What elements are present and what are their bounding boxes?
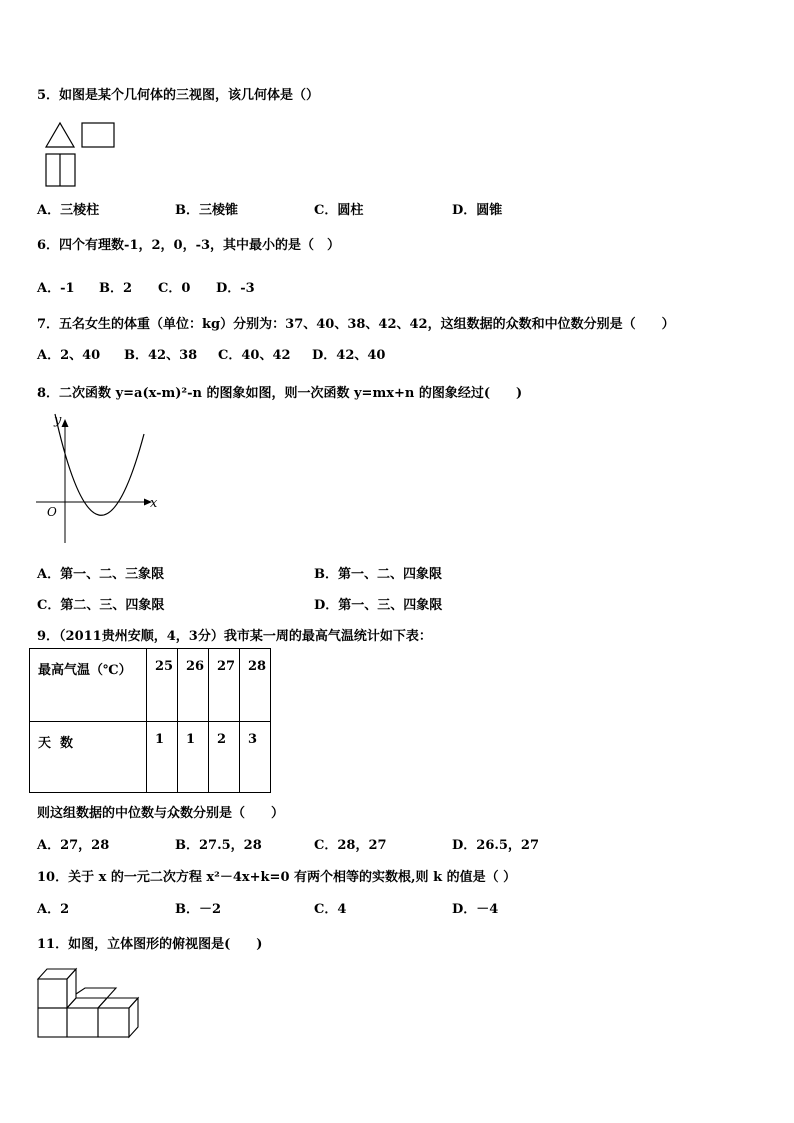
table-cell: 28 [240, 649, 271, 722]
table-cell: 25 [147, 649, 178, 722]
table-cell: 3 [240, 722, 271, 793]
q5-stem: 5．如图是某个几何体的三视图，该几何体是（） [37, 88, 320, 103]
three-view-figure [44, 119, 118, 189]
cube-bottom-right [98, 1008, 129, 1037]
q10-option-d: D．－4 [452, 902, 499, 917]
q10-option-a: A．2 [37, 902, 70, 917]
cube-top-front [38, 979, 67, 1008]
q8-stem: 8．二次函数 y=a(x-m)²-n 的图象如图，则一次函数 y=mx+n 的图象经过( ) [37, 386, 523, 401]
table-cell: 27 [209, 649, 240, 722]
q5-option-b: B．三棱锥 [175, 203, 238, 218]
q6-option-a: A．-1 [37, 281, 75, 296]
table-cell: 2 [209, 722, 240, 793]
table-row-days [30, 722, 271, 793]
cube-right-roof [98, 998, 138, 1008]
q9-option-b: B．27.5，28 [175, 838, 262, 853]
cube-bottom-left [38, 1008, 67, 1037]
table-row-temperature [30, 649, 271, 722]
q9-option-d: D．26.5，27 [452, 838, 540, 853]
front-view-triangle [46, 123, 74, 147]
q9-option-a: A．27，28 [37, 838, 110, 853]
q7-option-a: A．2、40 [37, 348, 101, 363]
q6-stem: 6．四个有理数-1，2，0，-3，其中最小的是（ ） [37, 238, 341, 253]
cube-right-side [129, 998, 138, 1037]
parabola-graph [34, 408, 164, 548]
q9-question: 则这组数据的中位数与众数分别是（ ） [37, 806, 285, 821]
q6-option-c: C．0 [158, 281, 191, 296]
q7-stem: 7．五名女生的体重（单位：kg）分别为：37、40、38、42、42，这组数据的众数和中位数分别是（ ） [37, 317, 675, 332]
origin-label: O [47, 505, 57, 519]
q8-option-c: C．第二、三、四象限 [37, 598, 165, 613]
q9-option-c: C．28，27 [314, 838, 387, 853]
q10-option-b: B．－2 [175, 902, 222, 917]
side-view-rectangle [82, 123, 114, 147]
q5-option-d: D．圆锥 [452, 203, 503, 218]
table-cell: 1 [178, 722, 209, 793]
table-header-temperature: 最高气温（℃） [30, 649, 147, 722]
table-cell: 26 [178, 649, 209, 722]
q11-stem: 11．如图，立体图形的俯视图是( ) [37, 937, 263, 952]
q6-option-d: D．-3 [216, 281, 255, 296]
q6-option-b: B．2 [99, 281, 133, 296]
q7-option-d: D．42、40 [312, 348, 386, 363]
q5-option-c: C．圆柱 [314, 203, 364, 218]
q8-option-b: B．第一、二、四象限 [314, 567, 442, 582]
table-cell: 1 [147, 722, 178, 793]
cube-top-side [67, 969, 76, 1008]
x-axis-label: x [150, 496, 158, 511]
q8-option-a: A．第一、二、三象限 [37, 567, 165, 582]
cube-middle-roof [67, 998, 107, 1008]
cube-top-roof [38, 969, 76, 979]
q7-option-c: C．40、42 [218, 348, 291, 363]
q7-option-b: B．42、38 [124, 348, 198, 363]
temperature-table [29, 648, 271, 793]
q10-stem: 10．关于 x 的一元二次方程 x²－4x+k=0 有两个相等的实数根,则 k 的值是（ ） [37, 870, 517, 885]
cube-stack-figure [36, 964, 140, 1044]
y-axis-label: y [54, 413, 62, 428]
q5-option-a: A．三棱柱 [37, 203, 100, 218]
q9-stem: 9．（2011贵州安顺，4，3分）我市某一周的最高气温统计如下表： [37, 629, 432, 644]
parabola-curve [55, 414, 144, 515]
q10-option-c: C．4 [314, 902, 347, 917]
cube-middle-back-edge [76, 988, 116, 998]
cube-bottom-middle [67, 1008, 98, 1037]
q8-option-d: D．第一、三、四象限 [314, 598, 443, 613]
y-axis-arrow [62, 419, 69, 427]
table-header-days: 天 数 [30, 722, 147, 793]
